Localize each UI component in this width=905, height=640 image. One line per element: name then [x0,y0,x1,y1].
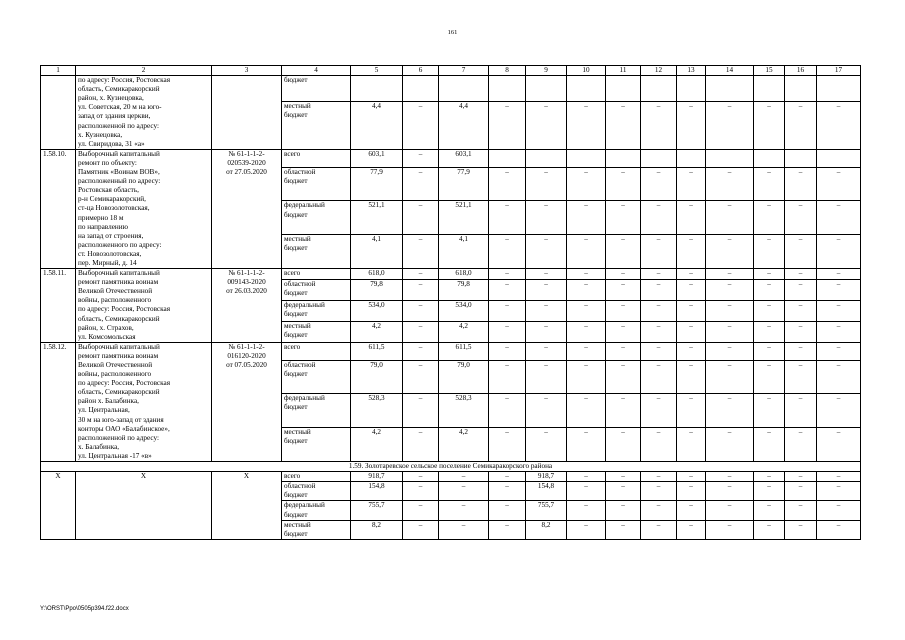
value-cell: – [489,321,526,342]
contract-number: № 61-1-1-2- 020539-2020 от 27.05.2020 [212,149,282,268]
value-cell: – [403,482,439,501]
value-cell: – [706,482,754,501]
value-cell: – [754,482,785,501]
value-cell [817,149,861,167]
value-cell: – [641,472,677,482]
value-cell: – [403,394,439,428]
value-cell: – [489,501,526,520]
value-cell: – [785,501,817,520]
value-cell: – [403,280,439,301]
page-number: 161 [447,29,458,36]
value-cell: – [526,201,567,235]
source-cell: бюджет [282,76,351,101]
value-cell: – [754,235,785,269]
column-number-cell: 14 [706,66,754,76]
value-cell: – [706,501,754,520]
funding-source: всего [282,472,351,482]
column-number-cell: 12 [641,66,677,76]
value-cell: – [706,167,754,201]
value-cell: – [641,101,677,149]
value-cell: – [606,321,641,342]
value-cell: 4,1 [439,235,489,269]
value-cell: 8,2 [351,520,403,539]
value-cell: 79,8 [439,280,489,301]
value-cell: – [606,394,641,428]
value-cell: – [677,167,706,201]
value-cell: – [567,501,606,520]
funding-source: местный бюджет [282,428,351,462]
summary-x-cell: Х [76,472,212,540]
value-cell: – [785,520,817,539]
value-cell: – [526,360,567,394]
value-cell: – [567,300,606,321]
column-number-cell: 2 [76,66,212,76]
value-cell: – [706,101,754,149]
value-cell: 79,0 [351,360,403,394]
value-cell: – [489,101,526,149]
value-cell [641,149,677,167]
value-cell: – [817,428,861,462]
value-cell: – [706,321,754,342]
value-cell: – [567,342,606,360]
funding-source: федеральный бюджет [282,201,351,235]
value-cell: – [526,280,567,301]
value-cell: – [567,472,606,482]
value-cell [439,76,489,101]
value-cell: – [567,428,606,462]
value-cell: – [606,342,641,360]
value-cell: – [606,269,641,280]
value-cell: – [754,321,785,342]
value-cell: – [785,300,817,321]
value-cell: – [567,167,606,201]
value-cell: – [817,501,861,520]
value-cell: – [641,342,677,360]
column-number-cell: 4 [282,66,351,76]
value-cell: – [489,482,526,501]
value-cell: 603,1 [351,149,403,167]
value-cell: – [706,472,754,482]
value-cell: – [754,167,785,201]
value-cell: – [817,342,861,360]
value-cell [706,149,754,167]
item-number: 1.58.10. [41,149,76,268]
value-cell: – [677,280,706,301]
value-cell: – [785,394,817,428]
value-cell: – [754,269,785,280]
value-cell: 603,1 [439,149,489,167]
column-number-cell: 15 [754,66,785,76]
value-cell [403,76,439,101]
value-cell: – [706,280,754,301]
value-cell: – [785,201,817,235]
value-cell: – [526,167,567,201]
value-cell: – [606,101,641,149]
value-cell: 534,0 [351,300,403,321]
funding-source: всего [282,342,351,360]
value-cell: – [785,101,817,149]
item-number: 1.58.11. [41,269,76,343]
value-cell [489,149,526,167]
value-cell: – [677,342,706,360]
value-cell: – [706,394,754,428]
funding-source: федеральный бюджет [282,300,351,321]
funding-source: всего [282,269,351,280]
value-cell: – [439,472,489,482]
value-cell: – [785,482,817,501]
value-cell [817,76,861,101]
value-cell: – [641,300,677,321]
value-cell: – [606,280,641,301]
value-cell: – [785,167,817,201]
value-cell: – [677,482,706,501]
value-cell: 618,0 [351,269,403,280]
column-number-cell: 13 [677,66,706,76]
value-cell: – [606,482,641,501]
value-cell: – [567,269,606,280]
value-cell: – [403,321,439,342]
value-cell [785,76,817,101]
value-cell: – [817,321,861,342]
value-cell: – [785,360,817,394]
value-cell: – [641,235,677,269]
value-cell: – [606,472,641,482]
value-cell: – [754,342,785,360]
funding-source: всего [282,149,351,167]
value-cell: – [677,300,706,321]
object-description: Выборочный капитальный ремонт по объекту: Памятник «Воинам ВОВ», расположенный по адресу: Ростовская область, р-н Семикаракорский, ст-ца Новозолотовская, примерно 18 м по направлению на запад от строения, расположенного по адресу: ст. Новозолотовская, пер. Мирный, д. 14 [76,149,212,268]
value-cell: – [754,472,785,482]
value-cell: 918,7 [526,472,567,482]
column-number-cell: 17 [817,66,861,76]
column-number-cell: 5 [351,66,403,76]
value-cell: – [706,428,754,462]
object-description: Выборочный капитальный ремонт памятника воинам Великой Отечественной войны, расположенного по адресу: Россия, Ростовская область, Семикаракорский район х. Балабинка, ул. Центральная, 30 м на юго-запад от здания конторы ОАО «Балабинское», расположенной по адресу: х. Балабинка, ул. Центральная -17 «в» [76,342,212,461]
column-number-cell: 16 [785,66,817,76]
column-number-cell: 7 [439,66,489,76]
budget-table [40,65,861,540]
value-cell: – [489,394,526,428]
value-cell: – [817,472,861,482]
table-row [41,76,861,101]
value-cell [567,76,606,101]
value-cell: 8,2 [526,520,567,539]
value-cell: – [526,300,567,321]
value-cell: – [754,300,785,321]
value-cell [641,76,677,101]
value-cell: – [706,269,754,280]
value-cell: – [677,501,706,520]
value-cell: – [785,342,817,360]
value-cell: – [677,360,706,394]
value-cell: 521,1 [351,201,403,235]
value-cell: – [641,201,677,235]
column-number-cell: 11 [606,66,641,76]
value-cell: – [567,235,606,269]
value-cell: – [817,269,861,280]
item-number: 1.58.12. [41,342,76,461]
value-cell: – [403,360,439,394]
value-cell: – [567,394,606,428]
value-cell: 611,5 [439,342,489,360]
value-cell: 611,5 [351,342,403,360]
value-cell [526,149,567,167]
value-cell: 4,2 [351,321,403,342]
value-cell: 521,1 [439,201,489,235]
value-cell: – [606,235,641,269]
value-cell: – [567,280,606,301]
value-cell [754,76,785,101]
table-row [41,269,861,280]
value-cell: – [706,360,754,394]
value-cell: – [526,321,567,342]
value-cell: – [677,428,706,462]
value-cell: – [785,269,817,280]
value-cell: – [489,360,526,394]
value-cell: 528,3 [351,394,403,428]
value-cell: – [403,342,439,360]
value-cell: – [489,520,526,539]
value-cell: – [641,428,677,462]
value-cell: – [817,520,861,539]
file-path-footer: Y:\ORST\Ppo\0505p394.f22.docx [40,606,129,612]
value-cell: – [677,321,706,342]
value-cell: – [677,101,706,149]
contract-number: № 61-1-1-2- 009143-2020 от 26.03.2020 [212,269,282,343]
value-cell: – [785,472,817,482]
section-row [41,462,861,472]
value-cell: – [754,280,785,301]
value-cell: – [403,428,439,462]
value-cell: 534,0 [439,300,489,321]
column-number-cell: 6 [403,66,439,76]
value-cell: – [785,428,817,462]
column-number-row [41,66,861,76]
value-cell: 4,4 [351,101,403,149]
section-title: 1.59. Золотаревское сельское поселение Семикаракорского района [41,462,861,472]
table-row [41,342,861,360]
value-cell: – [677,201,706,235]
value-cell: – [403,501,439,520]
value-cell: – [785,321,817,342]
value-cell: – [606,167,641,201]
value-cell: 755,7 [351,501,403,520]
value-cell: – [606,360,641,394]
value-cell: 4,2 [439,321,489,342]
value-cell: – [785,235,817,269]
value-cell [526,76,567,101]
value-cell: – [606,501,641,520]
value-cell: – [403,472,439,482]
value-cell: – [567,201,606,235]
value-cell: – [817,300,861,321]
value-cell: – [817,360,861,394]
value-cell: – [403,201,439,235]
value-cell: – [817,235,861,269]
value-cell: – [403,300,439,321]
value-cell: – [526,269,567,280]
value-cell: – [403,520,439,539]
value-cell: – [817,201,861,235]
summary-x-cell: Х [212,472,282,540]
funding-source: федеральный бюджет [282,501,351,520]
value-cell: – [567,101,606,149]
value-cell: – [439,482,489,501]
value-cell [567,149,606,167]
value-cell: 918,7 [351,472,403,482]
funding-source: местный бюджет [282,520,351,539]
source-cell: местный бюджет [282,101,351,149]
object-description: по адресу: Россия, Ростовская область, Семикаракорский район, х. Кузнецовка, ул. Советская, 20 м на юго- запад от здания церкви, расположенной по адресу: х. Кузнецовка, ул. Свиридова, 31 «а» [76,76,212,150]
value-cell: 755,7 [526,501,567,520]
value-cell: – [403,101,439,149]
value-cell [677,149,706,167]
value-cell: – [817,167,861,201]
funding-source: местный бюджет [282,235,351,269]
value-cell: – [677,520,706,539]
value-cell: – [567,321,606,342]
value-cell: 77,9 [351,167,403,201]
value-cell: 4,2 [439,428,489,462]
value-cell: – [641,269,677,280]
value-cell: – [677,394,706,428]
value-cell: – [526,101,567,149]
value-cell: 4,4 [439,101,489,149]
value-cell: – [606,520,641,539]
value-cell: – [526,394,567,428]
value-cell: – [526,342,567,360]
column-number-cell: 8 [489,66,526,76]
value-cell: – [606,428,641,462]
value-cell: – [817,280,861,301]
value-cell: – [526,235,567,269]
contract-cell [212,76,282,150]
value-cell [706,76,754,101]
value-cell [351,76,403,101]
value-cell: – [641,321,677,342]
value-cell: – [754,520,785,539]
value-cell [677,76,706,101]
value-cell: – [526,428,567,462]
table-row [41,472,861,482]
value-cell: – [706,300,754,321]
value-cell [606,149,641,167]
value-cell: – [641,501,677,520]
value-cell: – [489,201,526,235]
value-cell: 4,2 [351,428,403,462]
value-cell: – [754,201,785,235]
value-cell: 79,8 [351,280,403,301]
value-cell: – [403,167,439,201]
funding-source: областной бюджет [282,167,351,201]
value-cell: – [403,269,439,280]
value-cell: 154,8 [351,482,403,501]
value-cell: – [817,101,861,149]
funding-source: областной бюджет [282,482,351,501]
value-cell: – [489,280,526,301]
value-cell: – [677,472,706,482]
value-cell: – [489,300,526,321]
value-cell [754,149,785,167]
value-cell: 618,0 [439,269,489,280]
funding-source: федеральный бюджет [282,394,351,428]
value-cell: – [641,167,677,201]
funding-source: областной бюджет [282,280,351,301]
value-cell: – [489,342,526,360]
column-number-cell: 1 [41,66,76,76]
value-cell: – [641,520,677,539]
value-cell: – [641,394,677,428]
summary-x-cell: Х [41,472,76,540]
value-cell: – [785,280,817,301]
value-cell: – [489,428,526,462]
value-cell: 4,1 [351,235,403,269]
value-cell: – [706,520,754,539]
value-cell: – [706,342,754,360]
value-cell: 154,8 [526,482,567,501]
column-number-cell: 10 [567,66,606,76]
value-cell: 79,0 [439,360,489,394]
column-number-cell: 3 [212,66,282,76]
value-cell: – [677,269,706,280]
value-cell: – [606,300,641,321]
value-cell: – [403,149,439,167]
value-cell: – [641,280,677,301]
table-row [41,149,861,167]
value-cell: – [439,501,489,520]
value-cell: – [754,428,785,462]
value-cell: – [606,201,641,235]
value-cell: – [754,501,785,520]
value-cell: – [489,167,526,201]
value-cell: – [754,360,785,394]
value-cell: – [677,235,706,269]
contract-number: № 61-1-1-2- 016120-2020 от 07.05.2020 [212,342,282,461]
value-cell: – [489,235,526,269]
value-cell: – [817,482,861,501]
value-cell [785,149,817,167]
value-cell: – [567,520,606,539]
value-cell: – [754,394,785,428]
value-cell: 528,3 [439,394,489,428]
value-cell: – [706,201,754,235]
value-cell: – [403,235,439,269]
value-cell: – [567,482,606,501]
value-cell: – [706,235,754,269]
value-cell [606,76,641,101]
column-number-cell: 9 [526,66,567,76]
value-cell: – [817,394,861,428]
value-cell: – [754,101,785,149]
value-cell: 77,9 [439,167,489,201]
value-cell: – [489,269,526,280]
value-cell: – [641,360,677,394]
num-cell [41,76,76,150]
funding-source: областной бюджет [282,360,351,394]
value-cell: – [439,520,489,539]
value-cell: – [641,482,677,501]
object-description: Выборочный капитальный ремонт памятника воинам Великой Отечественной войны, расположенного по адресу: Россия, Ростовская область, Семикаракорский район, х. Страхов, ул. Комсомольская [76,269,212,343]
funding-source: местный бюджет [282,321,351,342]
value-cell: – [489,472,526,482]
value-cell [489,76,526,101]
value-cell: – [567,360,606,394]
